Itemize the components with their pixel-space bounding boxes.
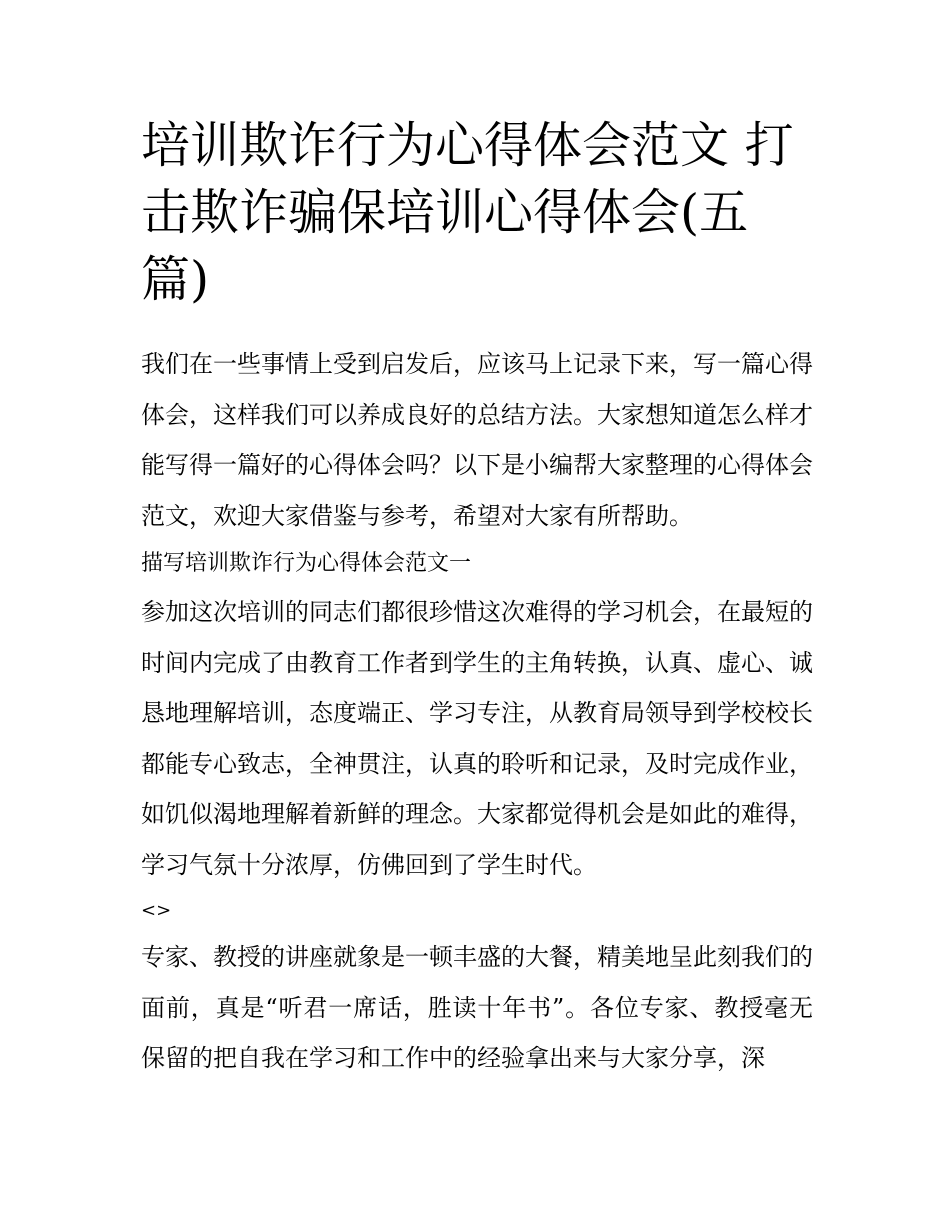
document-title: 培训欺诈行为心得体会范文 打击欺诈骗保培训心得体会(五篇) (141, 117, 794, 308)
body-paragraph-2: 专家、教授的讲座就象是一顿丰盛的大餐，精美地呈此刻我们的面前，真是“听君一席话，胜读十年书”。各位专家、教授毫无保留的把自我在学习和工作中的经验拿出来与大家分享，深 (141, 943, 813, 1072)
section-heading: 描写培训欺诈行为心得体会范文一 (141, 551, 472, 576)
section-marker: <> (141, 900, 172, 921)
document-page (141, 112, 813, 1084)
intro-paragraph: 我们在一些事情上受到启发后，应该马上记录下来，写一篇心得体会，这样我们可以养成良好的总结方法。大家想知道怎么样才能写得一篇好的心得体会吗？以下是小编帮大家整理的心得体会范文，欢迎大家借鉴与参考，希望对大家有所帮助。 (141, 350, 813, 530)
document-body (141, 339, 813, 1084)
body-paragraph-1: 参加这次培训的同志们都很珍惜这次难得的学习机会，在最短的时间内完成了由教育工作者到学生的主角转换，认真、虚心、诚恳地理解培训，态度端正、学习专注，从教育局领导到学校校长都能专心致志，全神贯注，认真的聆听和记录，及时完成作业，如饥似渴地理解着新鲜的理念。大家都觉得机会是如此的难得，学习气氛十分浓厚，仿佛回到了学生时代。 (141, 598, 813, 879)
